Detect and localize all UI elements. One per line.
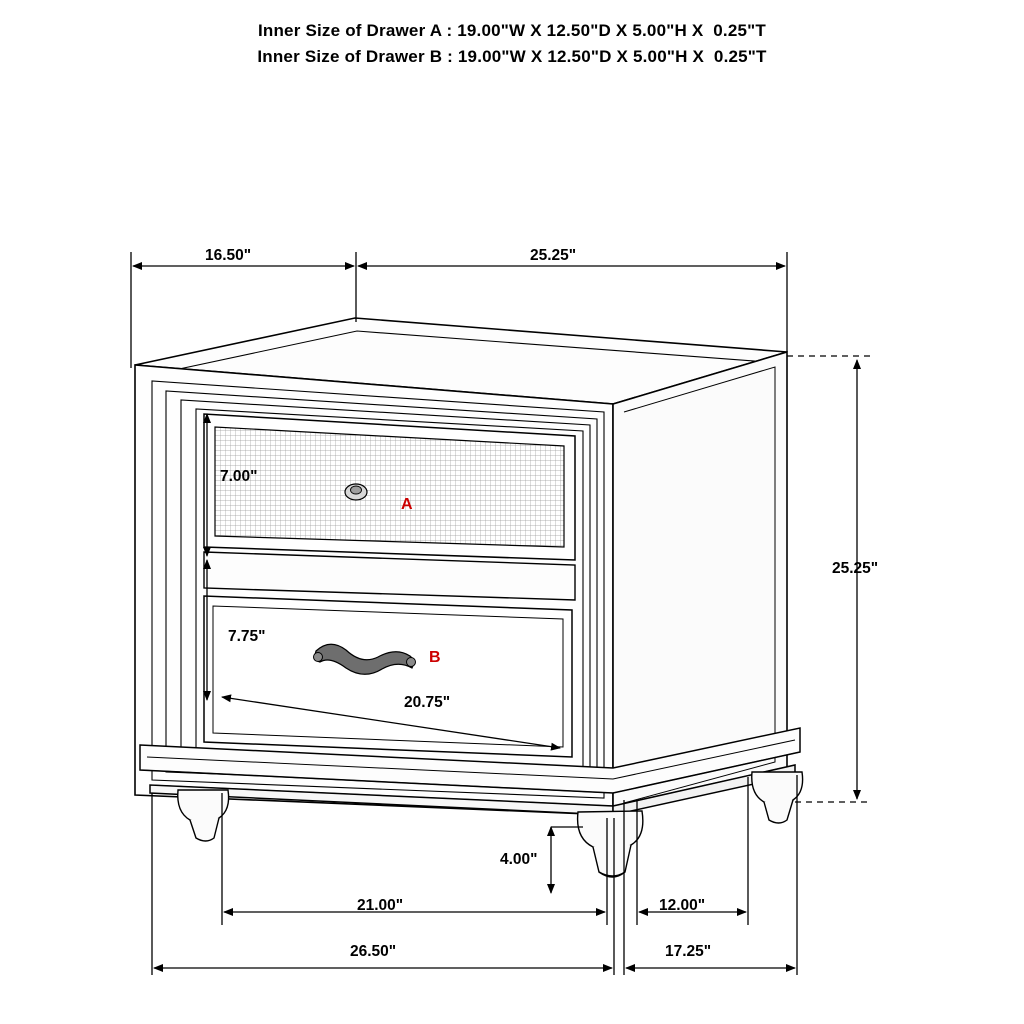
dim-drawer-b-height: 7.75"	[228, 628, 266, 645]
drawer-b-tag: B	[429, 649, 441, 666]
dim-side-depth: 12.00"	[659, 897, 706, 914]
drawer-a-tag: A	[401, 496, 413, 513]
dim-drawer-a-height: 7.00"	[220, 468, 258, 485]
dim-top-left: 16.50"	[205, 247, 252, 264]
dim-leg-height: 4.00"	[500, 851, 538, 868]
dim-overall-width: 26.50"	[350, 943, 397, 960]
dim-base-width: 21.00"	[357, 897, 404, 914]
dim-top-right: 25.25"	[530, 247, 577, 264]
drawer-b-inner-size-note: Inner Size of Drawer B : 19.00"W X 12.50"D X 5.00"H X 0.25"T	[257, 47, 767, 66]
drawer-a-inner-size-note: Inner Size of Drawer A : 19.00"W X 12.50"D X 5.00"H X 0.25"T	[257, 21, 767, 40]
dim-drawer-b-width: 20.75"	[404, 694, 451, 711]
dim-overall-depth: 17.25"	[665, 943, 712, 960]
dim-right-height: 25.25"	[832, 560, 879, 577]
